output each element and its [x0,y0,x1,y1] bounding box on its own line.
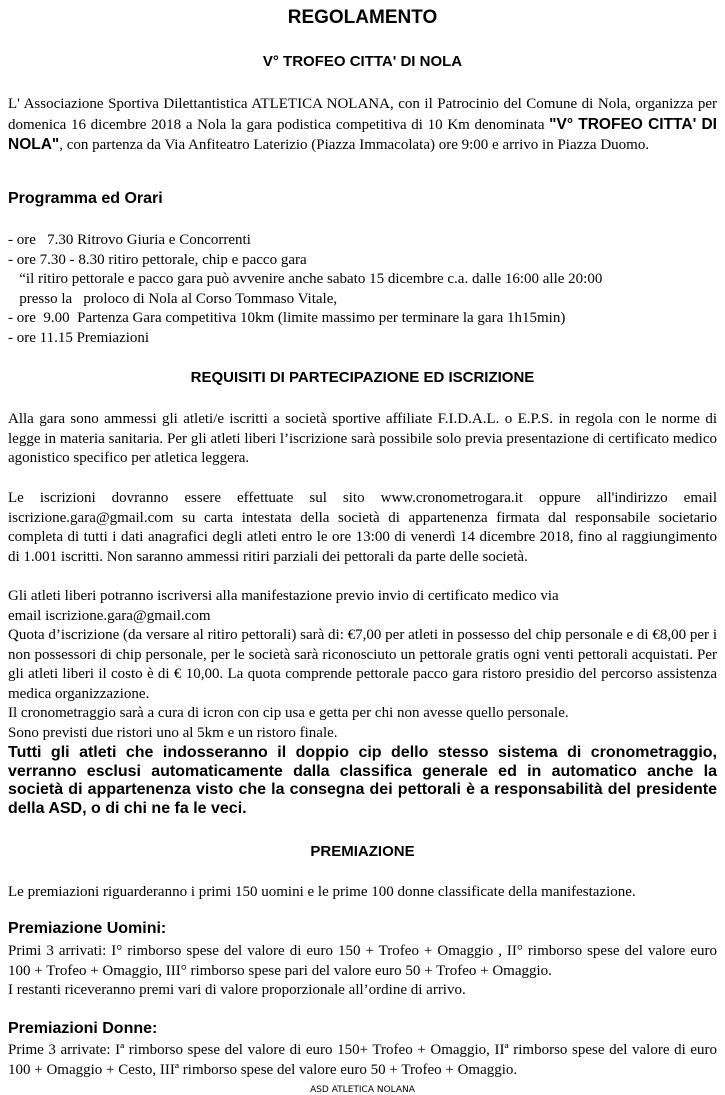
programma-heading: Programma ed Orari [8,190,163,207]
premiazione-donne-heading: Premiazioni Donne: [8,1020,158,1037]
programma-line: - ore 7.30 Ritrovo Giuria e Concorrenti [8,232,251,248]
premiazione-intro: Le premiazioni riguarderanno i primi 150 uomini e le prime 100 donne classificate della manifestazione. [8,884,636,900]
programma-line: - ore 11.15 Premiazioni [8,329,150,346]
intro-paragraph [8,95,717,156]
premiazione-uomini-text: Primi 3 arrivati: I° rimborso spese del valore di euro 150 + Trofeo + Omaggio , II° rimborso spese del valore euro 100 + Trofeo + Omaggio, III° rimborso spese pari del valore euro 50 + Trofeo + Omaggio. [8,943,717,979]
premiazione-uomini-heading: Premiazione Uomini: [8,920,167,937]
intro-text-2: , con partenza da Via Anfiteatro Laterizio (Piazza Immacolata) ore 9:00 e arrivo in Piazza Duomo. [59,137,650,153]
intro-event-name: "V° TROFEO CITTA' DI NOLA" [8,115,717,153]
requisiti-para-3-line-1: Gli atleti liberi potranno iscriversi alla manifestazione previo invio di certificato medico via [8,588,559,604]
premiazione-donne-text: Prime 3 arrivate: Iª rimborso spese del valore di euro 150+ Trofeo + Omaggio, IIª rimborso spese del valore di euro 100 + Omaggio + Cesto, IIIª rimborso spese del valore euro 50 + Trofeo + Omaggio. [8,1042,717,1078]
document-title: REGOLAMENTO [287,7,438,28]
requisiti-heading: REQUISITI DI PARTECIPAZIONE ED ISCRIZIONE [190,369,535,386]
programma-line: - ore 7.30 - 8.30 ritiro pettorale, chip e pacco gara [8,251,307,268]
requisiti-para-5: Il cronometraggio sarà a cura di icron con cip usa e getta per chi non avesse quello personale. [8,705,569,721]
requisiti-warning: Tutti gli atleti che indosseranno il doppio cip dello stesso sistema di cronometraggio, verranno esclusi automaticamente dalla classifica generale ed in automatico anche la società di appartenenza visto che la consegna dei pettorali è a responsabilità del presidente della ASD, o di chi ne fa le veci. [8,744,717,817]
premiazione-uomini-text-2: I restanti riceveranno premi vari di valore proporzionale all’ordine di arrivo. [8,982,466,998]
requisiti-para-4: Quota d’iscrizione (da versare al ritiro pettorali) sarà di: €7,00 per atleti in possesso del chip personale e di €8,00 per i non possessori di chip personale, per le società sarà riconosciuto un pettorale gratis ogni venti pettorali acquistati. Per gli atleti liberi il costo è di € 10,00. La quota comprende pettorale pacco gara ristoro presidio del percorso assistenza medica organizzazione. [8,627,717,702]
requisiti-para-6: Sono previsti due ristori uno al 5km e un ristoro finale. [8,724,338,741]
programma-line: “il ritiro pettorale e pacco gara può avvenire anche sabato 15 dicembre c.a. dalle 16:00 alle 20:00 [8,271,603,287]
programma-line: - ore 9.00 Partenza Gara competitiva 10km (limite massimo per terminare la gara 1h15min) [8,310,566,326]
intro-text-1: L' Associazione Sportiva Dilettantistica ATLETICA NOLANA, con il Patrocinio del Comune di Nola, organizza per domenica 16 dicembre 2018 a Nola la gara podistica competitiva di 10 Km denominata [8,96,717,133]
requisiti-para-3-line-2: email iscrizione.gara@gmail.com [8,607,211,624]
programma-line: presso la proloco di Nola al Corso Tommaso Vitale, [8,290,338,307]
document-subtitle: V° TROFEO CITTA' DI NOLA [262,53,463,70]
premiazione-heading: PREMIAZIONE [310,843,415,860]
requisiti-para-1: Alla gara sono ammessi gli atleti/e iscritti a società sportive affiliate F.I.D.A.L. o E.P.S. in regola con le norme di legge in materia sanitaria. Per gli atleti liberi l’iscrizione sarà possibile solo previa presentazione di certificato medico agonistico specifico per atletica leggera. [8,411,717,466]
requisiti-para-2: Le iscrizioni dovranno essere effettuate sul sito www.cronometrogara.it oppure all'indirizzo email iscrizione.gara@gmail.com su carta intestata della società di appartenenza firmata dal responsabile societario completa di tutti i dati anagrafici degli atleti entro le ore 13:00 di venerdì 14 dicembre 2018, fino al raggiungimento di 1.001 iscritti. Non saranno ammessi ritiri parziali dei pettorali da parte delle società. [8,490,717,565]
page-footer: ASD ATLETICA NOLANA [310,1085,415,1095]
programma-list [8,231,717,348]
